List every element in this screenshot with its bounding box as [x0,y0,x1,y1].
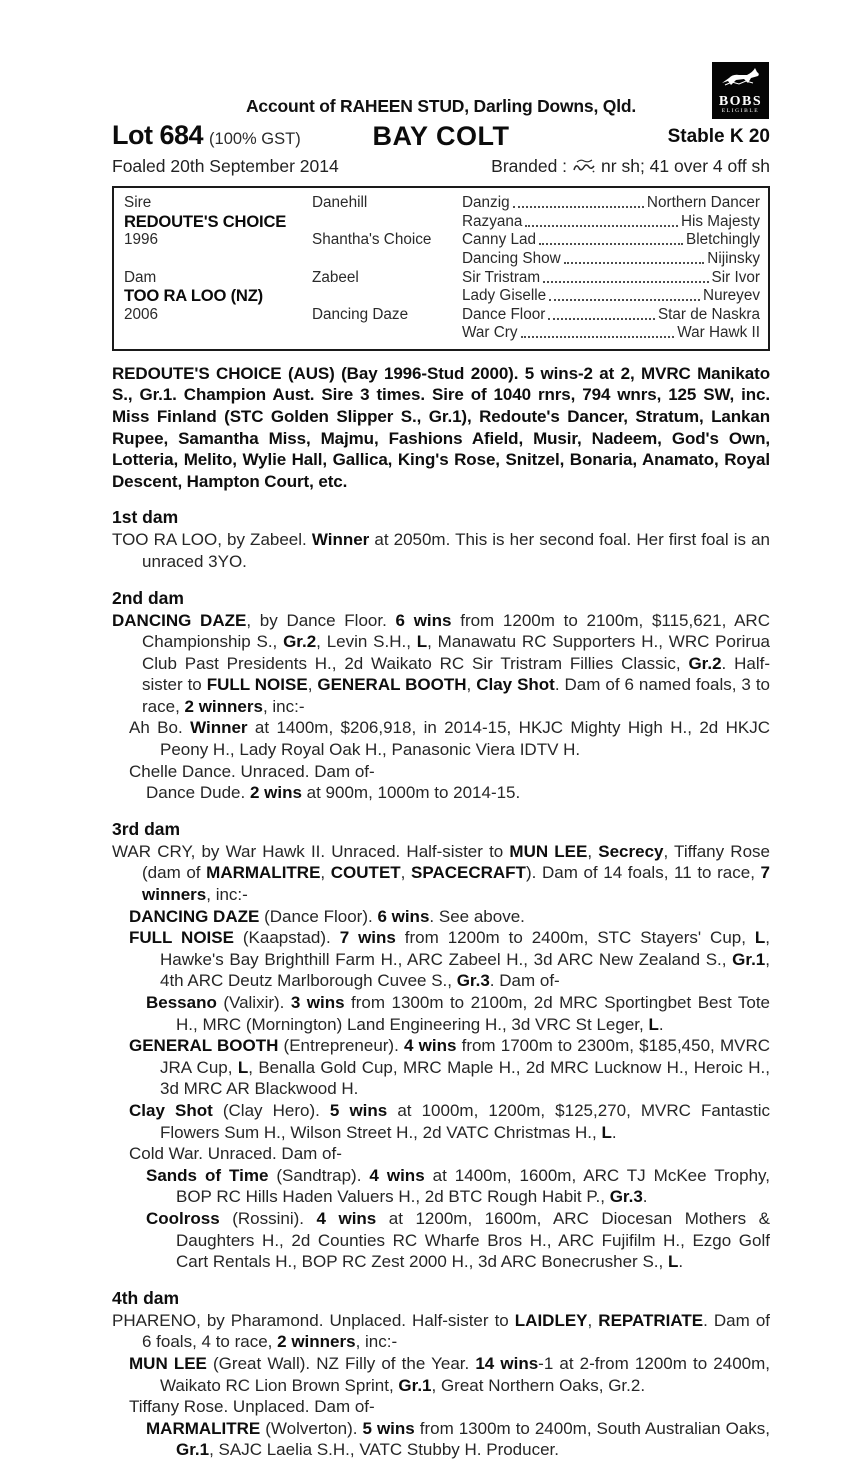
pedigree-row [124,250,760,269]
progeny-entry: Clay Shot (Clay Hero). 5 wins at 1000m, 1200m, $125,270, MVRC Fantastic Flowers Sum H., Wilson Street H., 2d VATC Christmas H., L. [129,1100,770,1142]
section-heading: 4th dam [112,1287,180,1308]
dotted-leader [548,318,655,320]
pedigree-row [124,268,760,287]
ancestor-name: Nijinsky [707,250,760,268]
progeny-entry: Coolross (Rossini). 4 wins at 1200m, 1600m, ARC Diocesan Mothers & Daughters H., 2d Counties RC Wharfe Bros H., ARC Fujifilm H., Ezgo Golf Cart Rentals H., BOP RC Zest 2000 H., 3d ARC Bonecrusher S., L. [146,1208,770,1272]
stable-number: Stable K 20 [667,126,770,147]
sire-summary: REDOUTE'S CHOICE (AUS) (Bay 1996-Stud 2000). 5 wins-2 at 2, MVRC Manikato S., Gr.1. Champion Aust. Sire 3 times. Sire of 1040 rnrs, 794 wnrs, 125 SW, inc. Miss Finland (STC Golden Slipper S., Gr.1), Redoute's Dancer, Stratum, Lankan Rupee, Samantha Miss, Majmu, Fashions Afield, Musir, Nadeem, God's Own, Lotteria, Melito, Wylie Hall, Gallica, King's Rose, Snitzel, Bonaria, Anamato, Royal Descent, Hampton Court, etc. [112,363,770,491]
foaled-branded-row [112,156,770,177]
progeny-entry: Sands of Time (Sandtrap). 4 wins at 1400m, 1600m, ARC TJ McKee Trophy, BOP RC Hills Haden Valuers H., 2d BTC Rough Habit P., Gr.3. [146,1165,770,1207]
ancestor-name: War Cry [462,324,518,342]
ancestor-name: Bletchingly [686,231,760,249]
ancestor-name: Star de Naskra [657,305,760,323]
progeny-entry: Tiffany Rose. Unplaced. Dam of- [129,1397,375,1417]
ancestor-name: War Hawk II [677,324,760,342]
page-content [112,0,770,1461]
progeny-entry: MUN LEE (Great Wall). NZ Filly of the Year. 14 wins-1 at 2-from 1200m to 2400m, Waikato RC Lion Brown Sprint, Gr.1, Great Northern Oaks, Gr.2. [129,1353,771,1395]
section-4th-dam [112,1288,770,1461]
progeny-entry: Dance Dude. 2 wins at 900m, 1000m to 2014-15. [146,783,521,803]
pedigree-row [124,287,760,306]
section-heading: 1st dam [112,507,179,528]
ancestor-name: Razyana [462,212,523,230]
logo-title: BOBS [718,94,763,109]
section-heading: 3rd dam [112,818,181,839]
pedigree-cell: Dam [124,268,157,286]
progeny-entry: Bessano (Valixir). 3 wins from 1300m to 2100m, 2d MRC Sportingbet Best Tote H., MRC (Mornington) Land Engineering H., 3d VRC St Leger, L. [146,993,770,1034]
progeny-entry: DANCING DAZE (Dance Floor). 6 wins. See above. [129,906,525,926]
progeny-entry: FULL NOISE (Kaapstad). 7 wins from 1200m to 2400m, STC Stayers' Cup, L, Hawke's Bay Brighthill Farm H., ARC Zabeel H., 3d ARC New Zealand S., Gr.1, 4th ARC Deutz Marlborough Cuvee S., Gr.3. Dam of- [129,928,771,991]
dam-entry: PHARENO, by Pharamond. Unplaced. Half-sister to LAIDLEY, REPATRIATE. Dam of 6 foals, 4 to race, 2 winners, inc:- [112,1310,770,1352]
progeny-entry: Chelle Dance. Unraced. Dam of- [129,761,375,781]
pedigree-cell: Dancing Daze [312,305,409,323]
dotted-leader [525,225,678,227]
ancestor-name: Lady Giselle [462,287,547,305]
sire-name: REDOUTE'S CHOICE [124,211,287,231]
branded-info [491,156,770,177]
pedigree-cell: 1996 [124,231,159,249]
gst-note: (100% GST) [209,130,301,148]
ancestor-name: Nureyev [703,287,760,305]
pedigree-cell: 2006 [124,305,159,323]
dam-name: TOO RA LOO (NZ) [124,286,263,306]
branded-detail: nr sh; 41 over 4 off sh [601,156,770,176]
logo-subtitle: ELIGIBLE [721,108,760,114]
dotted-leader [543,281,708,283]
account-line: Account of RAHEEN STUD, Darling Downs, Qld. [245,96,637,116]
progeny-entry: GENERAL BOOTH (Entrepreneur). 4 wins from 1700m to 2300m, $185,450, MVRC JRA Cup, L, Benalla Gold Cup, MRC Maple H., 2d MRC Lucknow H., Heroic H., 3d MRC AR Blackwood H. [129,1036,770,1099]
ancestor-name: His Majesty [680,212,760,230]
dotted-leader [539,243,683,245]
branded-label: Branded : [491,156,568,176]
pedigree-cell: Shantha's Choice [312,231,432,249]
ancestor-name: Dance Floor [462,305,546,323]
section-2nd-dam [112,588,770,804]
ancestor-name: Sir Tristram [462,268,541,286]
section-3rd-dam [112,819,770,1273]
dotted-leader [564,262,705,264]
brand-squiggle-icon [572,158,596,175]
dam-entry: DANCING DAZE, by Dance Floor. 6 wins from 1200m to 2100m, $115,621, ARC Championship S., Gr.2, Levin S.H., L, Manawatu RC Supporters H., WRC Porirua Club Past Presidents H., 2d Waikato RC Sir Tristram Fillies Classic, Gr.2. Half-sister to FULL NOISE, GENERAL BOOTH, Clay Shot. Dam of 6 named foals, 3 to race, 2 winners, inc:- [112,610,771,716]
progeny-entry: Ah Bo. Winner at 1400m, $206,918, in 2014-15, HKJC Mighty High H., 2d HKJC Peony H., Lady Royal Oak H., Panasonic Viera IDTV H. [129,718,770,760]
pedigree-cell: Zabeel [312,268,359,286]
pedigree-table [112,186,770,351]
progeny-entry: Cold War. Unraced. Dam of- [129,1144,342,1164]
lot-header-row [112,120,770,154]
pedigree-cell: Sire [124,194,152,212]
pedigree-row [124,213,760,232]
horse-title: BAY COLT [372,121,510,151]
pedigree-row [124,194,760,213]
section-heading: 2nd dam [112,587,184,608]
ancestor-name: Danzig [462,194,510,212]
dotted-leader [521,336,675,338]
lot-number: Lot 684 [112,120,204,150]
pedigree-row [124,306,760,325]
ancestor-name: Dancing Show [462,250,561,268]
foaled-date: Foaled 20th September 2014 [112,156,339,176]
pedigree-row [124,231,760,250]
dotted-leader [549,299,700,301]
pedigree-cell: Danehill [312,194,368,212]
pedigree-row [124,324,760,343]
ancestor-name: Canny Lad [462,231,536,249]
ancestor-name: Sir Ivor [711,268,760,286]
progeny-entry: MARMALITRE (Wolverton). 5 wins from 1300m to 2400m, South Australian Oaks, Gr.1, SAJC Laelia S.H., VATC Stubby H. Producer. [146,1418,771,1460]
dam-entry: WAR CRY, by War Hawk II. Unraced. Half-sister to MUN LEE, Secrecy, Tiffany Rose (dam of MARMALITRE, COUTET, SPACECRAFT). Dam of 14 foals, 11 to race, 7 winners, inc:- [112,841,771,905]
ancestor-name: Northern Dancer [646,194,760,212]
dam-entry: TOO RA LOO, by Zabeel. Winner at 2050m. This is her second foal. Her first foal is an unraced 3YO. [112,530,770,571]
section-1st-dam [112,507,770,572]
dotted-leader [513,206,644,208]
